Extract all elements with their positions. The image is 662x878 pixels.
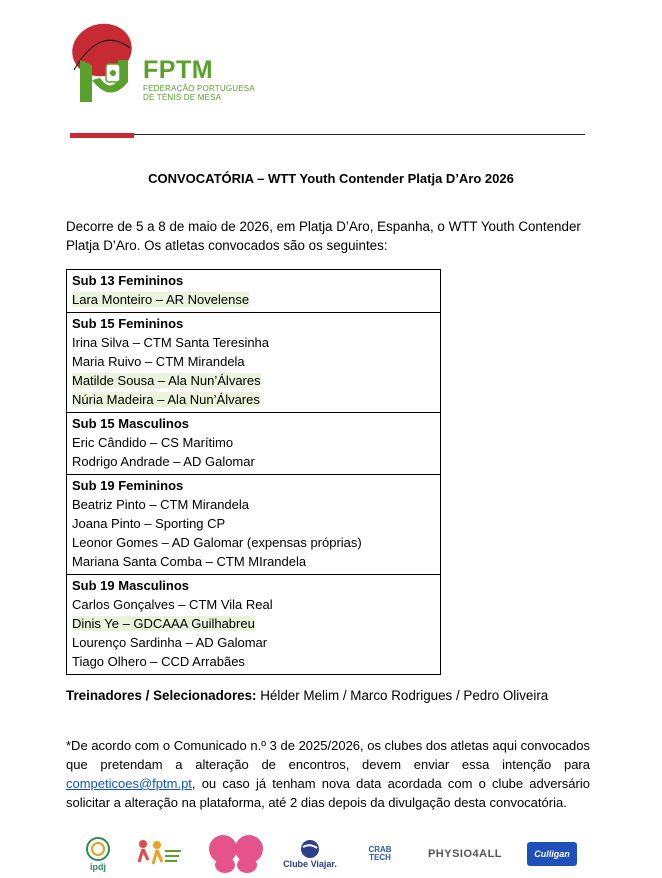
athletes-table bbox=[66, 269, 441, 675]
logo-acronym: FPTM bbox=[143, 56, 214, 84]
athlete-name: Eric Cândido – CS Marítimo bbox=[72, 435, 234, 450]
coaches-line bbox=[66, 688, 548, 703]
coaches-names: Hélder Melim / Marco Rodrigues / Pedro Oliveira bbox=[260, 688, 549, 703]
athlete-name: Mariana Santa Comba – CTM MIrandela bbox=[72, 554, 307, 569]
athlete-entry bbox=[72, 652, 436, 671]
athlete-name: Matilde Sousa – Ala Nun’Álvares bbox=[72, 373, 261, 388]
logo-federation-name bbox=[143, 84, 255, 102]
category-row bbox=[67, 270, 441, 313]
footnote-text-before: *De acordo com o Comunicado n.º 3 de 2025/2026, os clubes dos atletas aqui convocados que pretendam a alteração de encontros, devem enviar essa intenção para bbox=[66, 738, 590, 772]
intro-paragraph: Decorre de 5 a 8 de maio de 2026, em Platja D’Aro, Espanha, o WTT Youth Contender Platja D’Aro. Os atletas convocados são os seguintes: bbox=[66, 219, 581, 253]
clube-viajar-logo bbox=[276, 832, 344, 876]
coaches-label: Treinadores / Selecionadores: bbox=[66, 688, 257, 703]
athlete-entry bbox=[72, 552, 436, 571]
plano-nacional-logo bbox=[130, 832, 186, 876]
ipdj-label: ipdj bbox=[90, 862, 106, 872]
category-heading: Sub 13 Femininos bbox=[72, 273, 184, 288]
athlete-entry bbox=[72, 433, 436, 452]
category-heading: Sub 19 Masculinos bbox=[72, 578, 190, 593]
logo-name-line2: DE TÉNIS DE MESA bbox=[143, 93, 222, 102]
category-heading: Sub 15 Masculinos bbox=[72, 416, 190, 431]
footnote bbox=[66, 736, 590, 812]
athlete-entry bbox=[72, 533, 436, 552]
email-link[interactable]: competicoes@fptm.pt bbox=[66, 776, 192, 791]
culligan-label: Culligan bbox=[527, 842, 577, 866]
category-cell bbox=[67, 313, 441, 413]
athlete-name: Irina Silva – CTM Santa Teresinha bbox=[72, 335, 270, 350]
athlete-name: Joana Pinto – Sporting CP bbox=[72, 516, 226, 531]
athlete-entry bbox=[72, 495, 436, 514]
athlete-name: Lara Monteiro – AR Novelense bbox=[72, 292, 250, 307]
athlete-name: Maria Ruivo – CTM Mirandela bbox=[72, 354, 245, 369]
ipdj-logo bbox=[78, 832, 118, 876]
category-heading: Sub 19 Femininos bbox=[72, 478, 184, 493]
athlete-entry bbox=[72, 595, 436, 614]
crab-tech-label-1: CRAB bbox=[368, 845, 392, 854]
butterfly-logo bbox=[206, 832, 266, 876]
athlete-entry bbox=[72, 371, 436, 390]
athlete-name: Tiago Olhero – CCD Arrabães bbox=[72, 654, 245, 669]
athletes-table-body bbox=[67, 270, 441, 675]
athlete-name: Beatriz Pinto – CTM Mirandela bbox=[72, 497, 250, 512]
athlete-name: Núria Madeira – Ala Nun’Álvares bbox=[72, 392, 260, 407]
athlete-entry bbox=[72, 390, 436, 409]
footnote-text-after: , ou caso já tenham nova data acordada com o clube adversário solicitar a alteração na plataforma, até 2 dias depois da divulgação desta convocatória. bbox=[66, 776, 590, 810]
category-row bbox=[67, 413, 441, 475]
category-row bbox=[67, 575, 441, 675]
athlete-entry bbox=[72, 290, 436, 309]
ipdj-emblem-icon bbox=[83, 836, 113, 862]
physio4all-logo bbox=[416, 832, 514, 876]
document-title: CONVOCATÓRIA – WTT Youth Contender Platja D’Aro 2026 bbox=[148, 171, 514, 186]
athlete-entry bbox=[72, 333, 436, 352]
logo-name-line1: FEDERAÇÃO PORTUGUESA bbox=[143, 84, 255, 93]
category-cell bbox=[67, 270, 441, 313]
athlete-name: Dinis Ye – GDCAAA Guilhabreu bbox=[72, 616, 255, 631]
athlete-entry bbox=[72, 614, 436, 633]
athlete-entry bbox=[72, 514, 436, 533]
clube-viajar-label: Clube Viajar. bbox=[283, 859, 337, 869]
category-cell bbox=[67, 475, 441, 575]
header-rule-accent bbox=[70, 133, 134, 138]
crab-tech-label-2: TECH bbox=[369, 853, 391, 862]
butterfly-icon bbox=[208, 834, 264, 874]
category-cell bbox=[67, 575, 441, 675]
athlete-name: Rodrigo Andrade – AD Galomar bbox=[72, 454, 255, 469]
physio4all-label: PHYSIO4ALL bbox=[427, 848, 503, 860]
athlete-name: Carlos Gonçalves – CTM Vila Real bbox=[72, 597, 273, 612]
category-row bbox=[67, 313, 441, 413]
category-cell bbox=[67, 413, 441, 475]
crab-tech-logo bbox=[354, 832, 406, 876]
sponsor-logos bbox=[78, 832, 598, 876]
running-figures-icon bbox=[133, 836, 183, 872]
category-row bbox=[67, 475, 441, 575]
header-rule bbox=[134, 134, 585, 135]
athlete-entry bbox=[72, 633, 436, 652]
athlete-name: Lourenço Sardinha – AD Galomar bbox=[72, 635, 268, 650]
athlete-entry bbox=[72, 352, 436, 371]
globe-icon bbox=[299, 839, 321, 859]
athlete-name: Leonor Gomes – AD Galomar (expensas próprias) bbox=[72, 535, 362, 550]
culligan-logo bbox=[522, 832, 582, 876]
athlete-entry bbox=[72, 452, 436, 471]
category-heading: Sub 15 Femininos bbox=[72, 316, 184, 331]
